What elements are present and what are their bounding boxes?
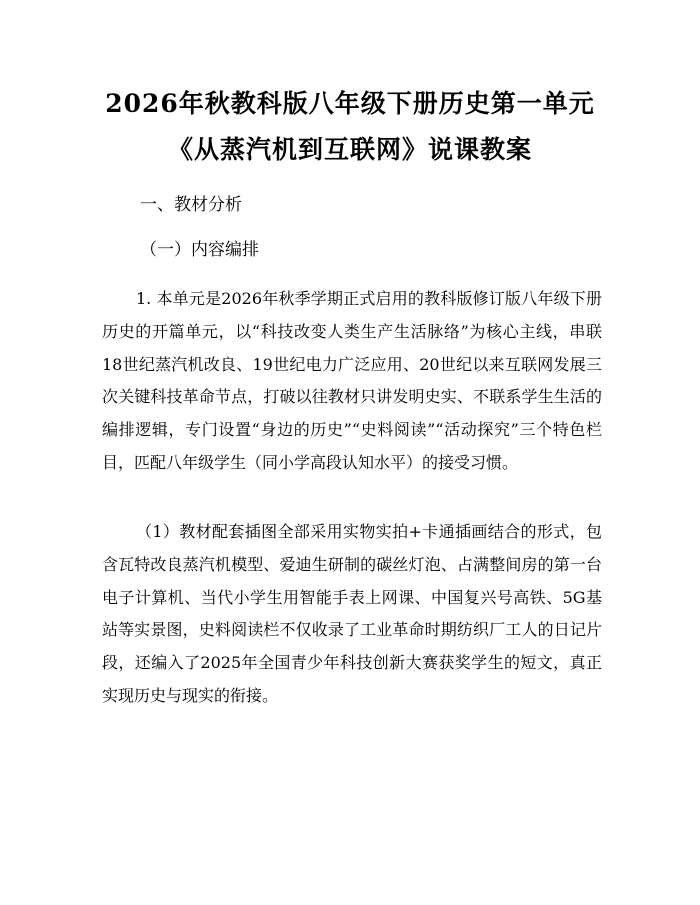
document-title-line-1: 2026年秋教科版八年级下册历史第一单元 [105, 89, 595, 118]
subsection-heading-content-arrangement: （一）内容编排 [140, 240, 259, 260]
body-paragraph-1: 1. 本单元是2026年秋季学期正式启用的教科版修订版八年级下册历史的开篇单元，以“科技改变人类生产生活脉络”为核心主线，串联18世纪蒸汽机改良、19世纪电力广泛应用、20世纪以来互联网发展三次关键科技革命节点，打破以往教材只讲发明史实、不联系学生生活的编排逻辑，专门设置“身边的历史”“史料阅读”“活动探究”三个特色栏目，匹配八年级学生（同小学高段认知水平）的接受习惯。 [102, 289, 602, 472]
section-heading-textbook-analysis: 一、教材分析 [140, 195, 242, 215]
document-title-line-2: 《从蒸汽机到互联网》说课教案 [167, 135, 532, 164]
body-paragraph-2: （1）教材配套插图全部采用实物实拍+卡通插画结合的形式，包含瓦特改良蒸汽机模型、爱迪生研制的碳丝灯泡、占满整间房的第一台电子计算机、当代小学生用智能手表上网课、中国复兴号高铁、5G基站等实景图，史料阅读栏不仅收录了工业革命时期纺织厂工人的日记片段，还编入了2025年全国青少年科技创新大赛获奖学生的短文，真正实现历史与现实的衔接。 [102, 522, 602, 705]
